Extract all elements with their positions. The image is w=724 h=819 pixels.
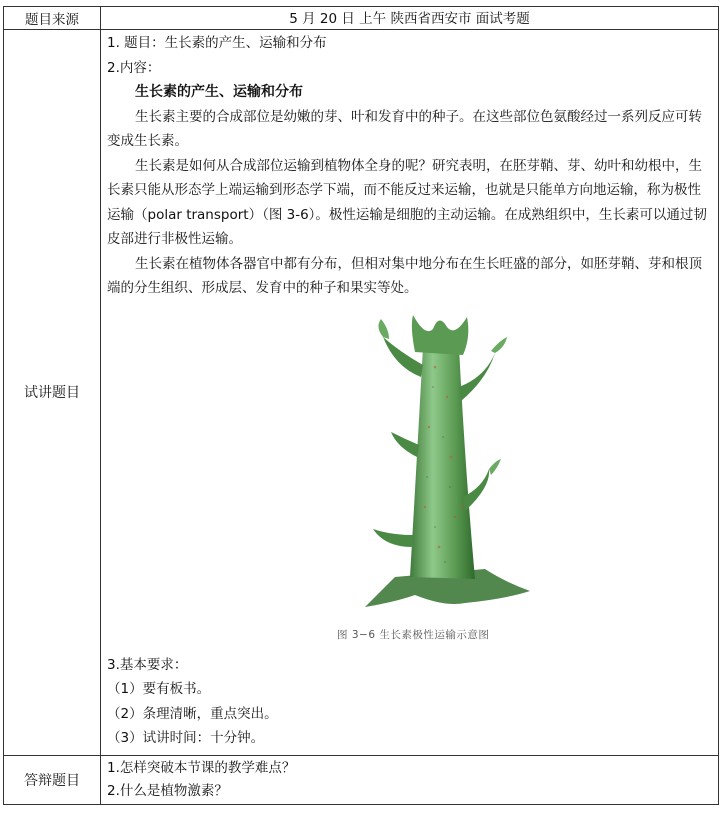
topic-line: 1. 题目：生长素的产生、运输和分布 xyxy=(107,35,327,51)
defense-content-cell xyxy=(101,755,719,804)
figure xyxy=(107,301,712,653)
source-label: 题目来源 xyxy=(4,7,101,30)
trial-row xyxy=(4,30,719,756)
paragraph-2: 生长素是如何从合成部位运输到植物体全身的呢？研究表明，在胚芽鞘、芽、幼叶和幼根中，生长素只能从形态学上端运输到形态学下端，而不能反过来运输，也就是只能单方向地运输，称为极性运输（polar transport）（图 3-6）。极性运输是细胞的主动运输。在成熟组织中，生长素可以通过韧皮部进行非极性运输。 xyxy=(107,157,707,247)
plant-stem-illustration xyxy=(355,307,535,617)
requirement-1: （1）要有板书。 xyxy=(107,681,211,697)
requirements-title: 3.基本要求： xyxy=(107,656,188,673)
requirement-2: （2）条理清晰，重点突出。 xyxy=(107,705,278,722)
exam-table xyxy=(3,6,719,805)
trial-label: 试讲题目 xyxy=(4,30,101,756)
trial-content-cell xyxy=(101,30,719,756)
defense-label: 答辩题目 xyxy=(4,755,101,804)
section-title: 生长素的产生、运输和分布 xyxy=(135,84,303,100)
header-row xyxy=(4,7,719,30)
figure-caption: 图 3−6 生长素极性运输示意图 xyxy=(337,628,490,641)
content-label: 2.内容： xyxy=(107,59,161,76)
paragraph-3: 生长素在植物体各器官中都有分布，但相对集中地分布在生长旺盛的部分，如胚芽鞘、芽和根顶端的分生组织、形成层、发育中的种子和果实等处。 xyxy=(107,255,702,296)
question-1: 1.怎样突破本节课的教学难点？ xyxy=(107,759,296,776)
question-2: 2.什么是植物激素？ xyxy=(107,782,228,799)
defense-row xyxy=(4,755,719,804)
paragraph-1: 生长素主要的合成部位是幼嫩的芽、叶和发育中的种子。在这些部位色氨酸经过一系列反应可转变成生长素。 xyxy=(107,108,702,149)
source-value: 5 月 20 日 上午 陕西省西安市 面试考题 xyxy=(101,7,719,30)
requirement-3: （3）试讲时间：十分钟。 xyxy=(107,730,265,746)
